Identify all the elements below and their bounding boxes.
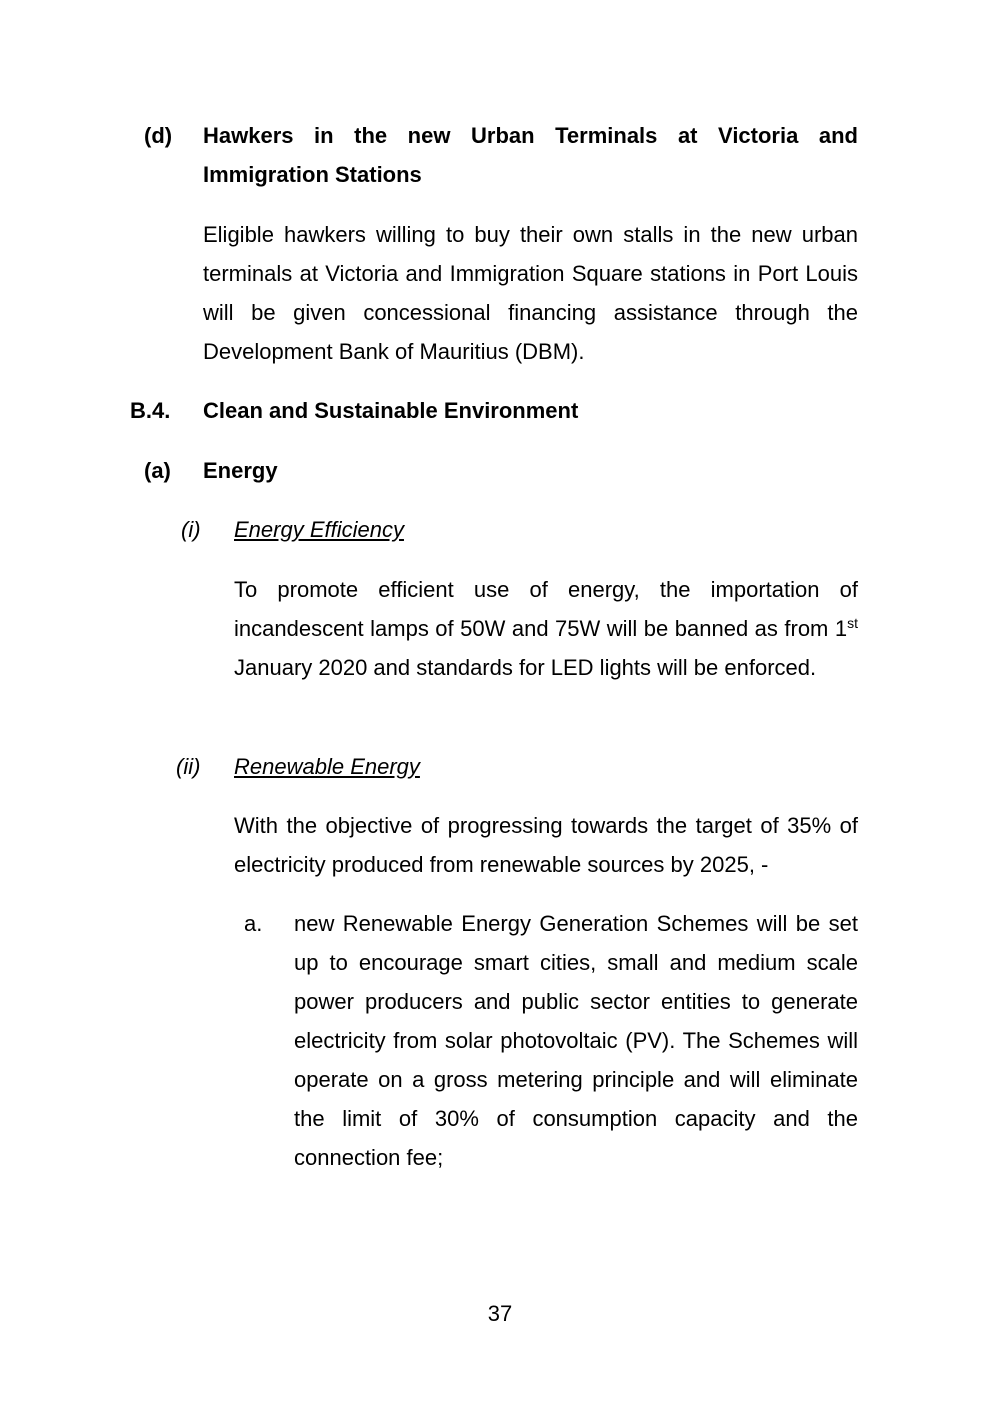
section-a-heading: Energy	[203, 458, 278, 483]
subsection-i-body-part1: To promote efficient use of energy, the importation of incandescent lamps of 50W and 75W will be banned as from 1	[234, 577, 858, 641]
section-b4-heading: Clean and Sustainable Environment	[203, 398, 579, 423]
page-number: 37	[487, 1301, 513, 1326]
subsection-i-body-part2: January 2020 and standards for LED lights will be enforced.	[234, 655, 817, 680]
section-b4-label: B.4.	[130, 398, 171, 423]
section-a-label: (a)	[144, 458, 171, 483]
list-item-a-label: a.	[244, 911, 263, 936]
list-item-a-body: new Renewable Energy Generation Schemes will be set up to encourage smart cities, small and medium scale power producers and public sector entities to generate electricity from solar photovoltaic (PV). The Schemes will operate on a gross metering principle and will eliminate the limit of 30% of consumption capacity and the connection fee;	[294, 911, 858, 1170]
subsection-i-heading: Energy Efficiency	[234, 517, 404, 542]
section-d-label: (d)	[144, 123, 173, 148]
section-d-body: Eligible hawkers willing to buy their own stalls in the new urban terminals at Victoria and Immigration Square stations in Port Louis will be given concessional financing assistance through the Development Bank of Mauritius (DBM).	[203, 222, 858, 364]
subsection-ii-label: (ii)	[176, 754, 201, 779]
subsection-i-body-superscript: st	[847, 615, 858, 631]
section-d-heading: Hawkers in the new Urban Terminals at Victoria and Immigration Stations	[203, 123, 858, 187]
subsection-i-label: (i)	[181, 517, 201, 542]
subsection-i-body	[234, 570, 858, 687]
subsection-ii-body: With the objective of progressing towards the target of 35% of electricity produced from renewable sources by 2025, -	[234, 813, 858, 877]
subsection-ii-heading: Renewable Energy	[234, 754, 420, 779]
